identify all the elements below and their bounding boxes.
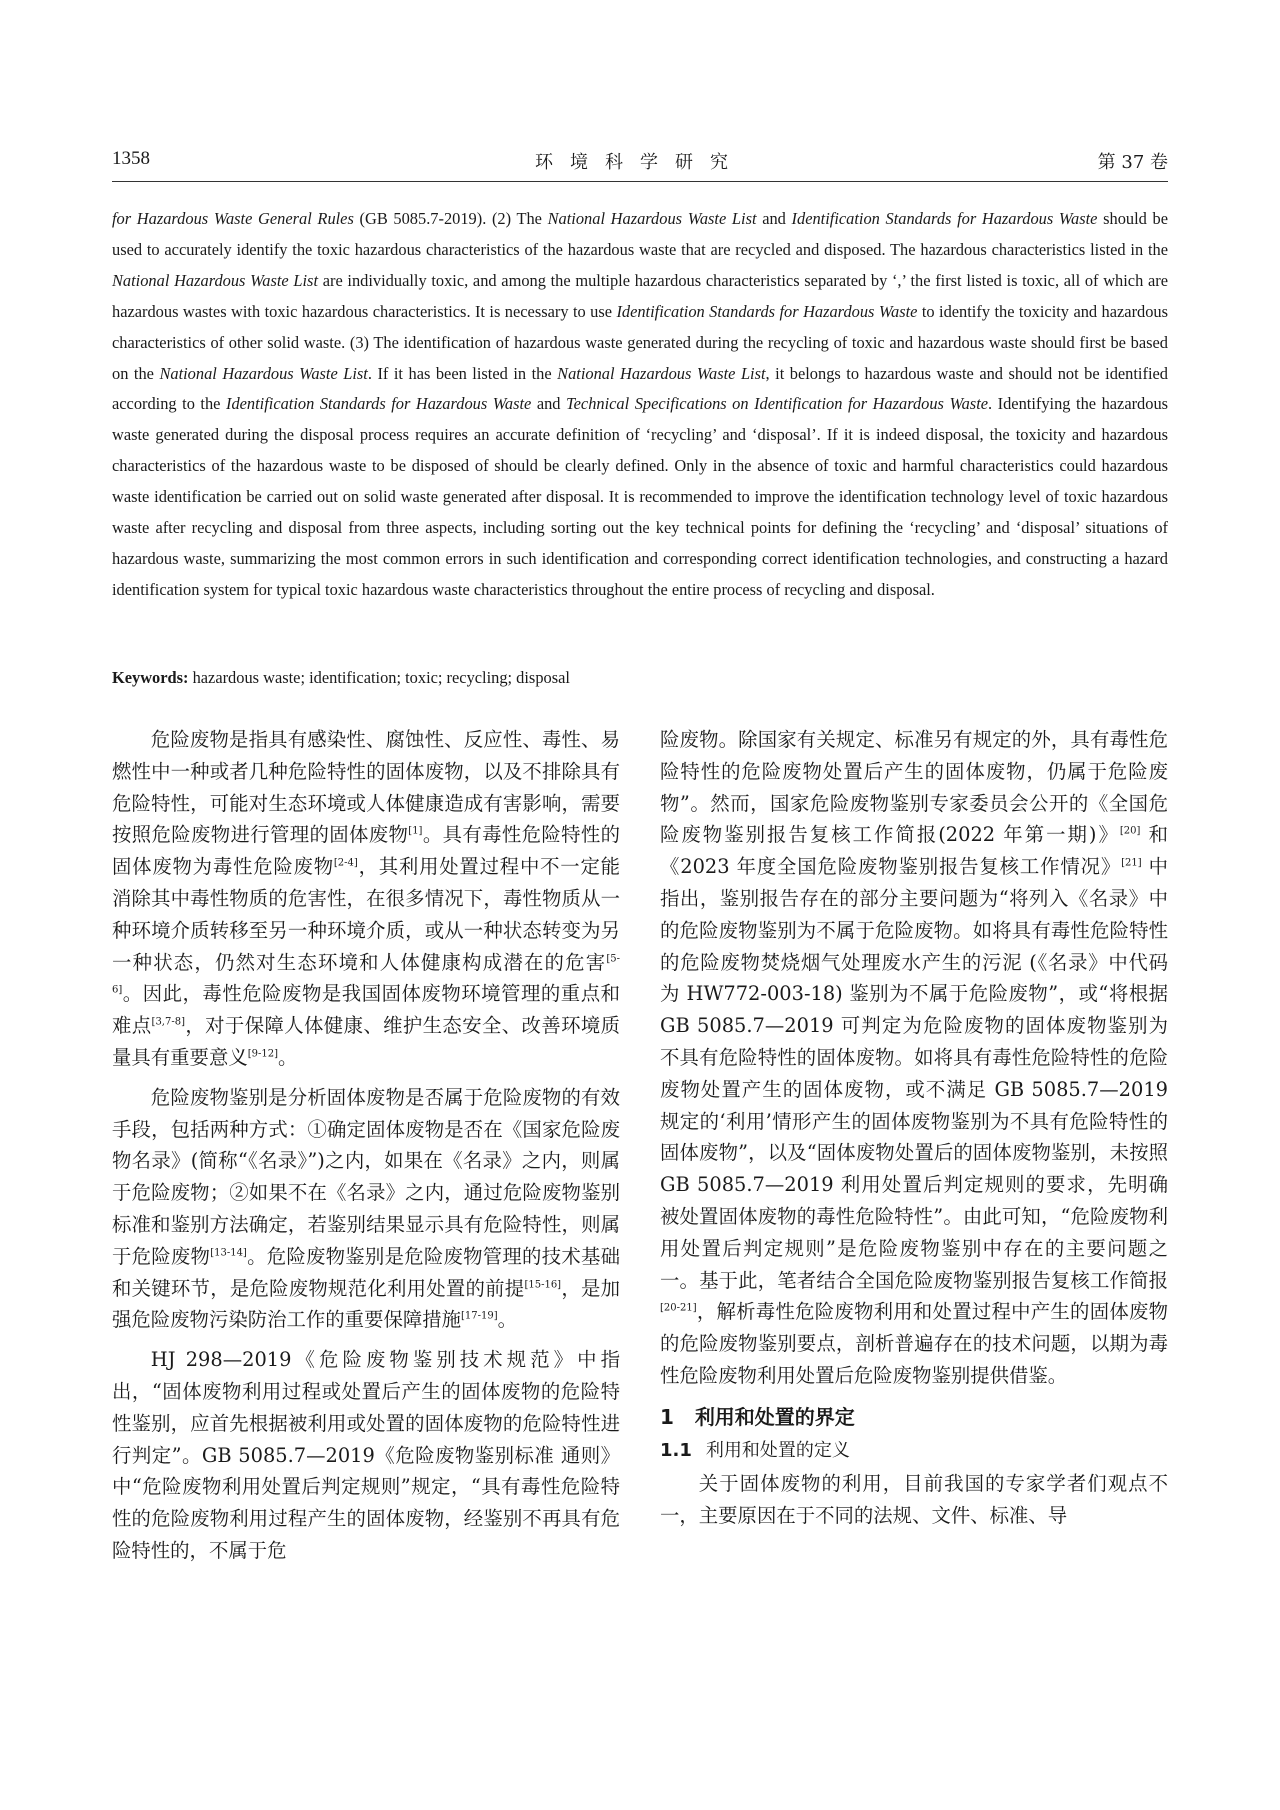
paragraph [112,724,620,1074]
abstract-italic-title: for Hazardous Waste General Rules [112,209,354,228]
abstract-text: , it belongs to hazardous waste and should not be identified according to the [112,363,1168,414]
section-heading [660,1402,1168,1432]
abstract-text: . Identifying the hazardous waste generated during the disposal process requires an accurate definition of ‘recycling’ and ‘disposal’. If it is indeed disposal, the toxicity and hazardous characteristics of the hazardous waste to be disposed of should be clearly defined. Only in the absence of toxic and harmful characteristics could hazardous waste identification be carried out on solid waste generated after disposal. It is recommended to improve the identification technology level of toxic hazardous waste after recycling and disposal from three aspects, including sorting out the key technical points for defining the ‘recycling’ and ‘disposal’ situations of hazardous waste, summarizing the most common errors in such identification and corresponding correct identification technologies, and constructing a hazard identification system for typical toxic hazardous waste characteristics throughout the entire process of recycling and disposal. [112,394,1169,599]
text-run: ，解析毒性危险废物利用和处置过程中产生的固体废物的危险废物鉴别要点，剖析普遍存在的技术问题，以期为毒性危险废物利用处置后危险废物鉴别提供借鉴。 [660,1300,1168,1387]
text-run: ，其利用处置过程中不一定能消除其中毒性物质的危害性，在很多情况下，毒性物质从一种环境介质转移至另一种环境介质，或从一种状态转变为另一种状态，仍然对生态环境和人体健康构成潜在的危害 [112,855,621,974]
paragraph: 关于固体废物的利用，目前我国的专家学者们观点不一，主要原因在于不同的法规、文件、标准、导 [660,1471,1168,1527]
abstract-italic-title: National Hazardous Waste List [112,270,318,290]
citation: [13-14] [210,1247,247,1259]
citation: [15-16] [524,1279,562,1291]
abstract-text: are individually toxic, and among the multiple hazardous characteristics separated by ‘,’ the first listed is toxic, all of which are hazardous wastes with toxic hazardous characteristics. It is necessary to use [112,270,1168,321]
abstract-text: to identify the toxicity and hazardous characteristics of other solid waste. (3) The identification of hazardous waste generated during the recycling of toxic and hazardous waste should first be based on the [112,301,1168,383]
citation: [3,7-8] [151,1016,185,1028]
abstract-italic-title: National Hazardous Waste List [159,363,368,383]
subsection-number: 1.1 [660,1439,692,1461]
text-run: ，是加强危险废物污染防治工作的重要保障措施 [112,1276,621,1332]
journal-title: 环境科学研究 [535,152,745,173]
section-number: 1 [660,1404,674,1429]
text-run: 险废物。除国家有关规定、标准另有规定的外，具有毒性危险特性的危险废物处置后产生的固体废物，仍属于危险废物”。然而，国家危险废物鉴别专家委员会公开的《全国危险废物鉴别报告复核工作简报(2022 年第一期)》 [660,728,1168,847]
keywords-text: hazardous waste; identification; toxic; recycling; disposal [188,668,570,687]
citation: [21] [1121,857,1142,869]
text-run: 。因此，毒性危险废物是我国固体废物环境管理的重点和难点 [112,982,620,1038]
abstract-text: . If it has been listed in the [367,363,558,383]
text-run: 。 [497,1308,518,1332]
volume-label: 第 37 卷 [1097,152,1168,173]
citation: [20] [1119,825,1141,837]
citation: [5-6] [112,953,620,996]
text-run: 中指出，鉴别报告存在的部分主要问题为“将列入《名录》中的危险废物鉴别为不属于危险废物。如将具有毒性危险特性的危险废物焚烧烟气处理废水产生的污泥 (《名录》中代码为 HW772-003-18) 鉴别为不属于危险废物”，或“将根据 GB 5085.7—2019 可判定为危险废物的固体废物鉴别为不具有危险特性的固体废物。如将具有毒性危险特性的危险废物处置产生的固体废物，或不满足 GB 5085.7—2019 规定的‘利用’情形产生的固体废物鉴别为不具有危险特性的固体废物”，以及“固体废物处置后的固体废物鉴别，未按照 GB 5085.7—2019 利用处置后判定规则的要求，先明确被处置固体废物的毒性危险特性”。由此可知，“危险废物利用处置后判定规则”是危险废物鉴别中存在的主要问题之一。基于此，笔者结合全国危险废物鉴别报告复核工作简报 [660,855,1168,1292]
abstract-text: (GB 5085.7-2019). (2) The [353,209,548,228]
abstract-italic-title: National Hazardous Waste List [557,363,766,383]
english-abstract [112,204,1168,606]
section-title: 利用和处置的界定 [694,1404,855,1429]
subsection-heading [660,1436,1168,1466]
body-column-left [112,724,620,1567]
text-run: 危险废物是指具有感染性、腐蚀性、反应性、毒性、易燃性中一种或者几种危险特性的固体废物，以及不排除具有危险特性，可能对生态环境或人体健康造成有害影响，需要按照危险废物进行管理的固体废物 [112,728,620,847]
abstract-italic-title: Identification Standards for Hazardous Waste [225,394,532,414]
text-run: 危险废物鉴别是分析固体废物是否属于危险废物的有效手段，包括两种方式：①确定固体废物是否在《国家危险废物名录》(简称“《名录》”)之内，如果在《名录》之内，则属于危险废物；②如果不在《名录》之内，通过危险废物鉴别标准和鉴别方法确定，若鉴别结果显示具有危险特性，则属于危险废物 [112,1085,620,1268]
citation: [20-21] [660,1302,697,1314]
abstract-text: and [531,394,567,414]
citation: [1] [408,825,423,837]
abstract-italic-title: National Hazardous Waste List [547,209,757,228]
header-rule [112,181,1168,182]
subsection-title: 利用和处置的定义 [705,1439,850,1461]
keywords-label: Keywords: [112,668,189,687]
page-number: 1358 [112,148,150,169]
citation: [2-4] [333,857,358,869]
text-run: ，对于保障人体健康、维护生态安全、改善环境质量具有重要意义 [112,1014,621,1069]
citation: [9-12] [247,1048,279,1060]
text-run: 和《2023 年度全国危险废物鉴别报告复核工作情况》 [660,823,1169,879]
text-run: 。危险废物鉴别是危险废物管理的技术基础和关键环节，是危险废物规范化利用处置的前提 [112,1244,621,1300]
abstract-text: and [756,209,792,228]
abstract-italic-title: Technical Specifications on Identification for Hazardous Waste [566,394,989,414]
abstract-text: should be used to accurately identify the toxic hazardous characteristics of the hazardous waste that are recycled and disposed. The hazardous characteristics listed in the [112,209,1168,259]
abstract-italic-title: Identification Standards for Hazardous Waste [616,301,918,321]
text-run: 。 [278,1045,298,1069]
paragraph: HJ 298—2019《危险废物鉴别技术规范》中指出，“固体废物利用过程或处置后产生的固体废物的危险特性鉴别，应首先根据被利用或处置的固体废物的危险特性进行判定”。GB 5085.7—2019《危险废物鉴别标准 通则》中“危险废物利用处置后判定规则”规定，“具有毒性危险特性的危险废物利用过程产生的固体废物，经鉴别不再具有危险特性的，不属于危 [112,1348,620,1562]
citation: [17-19] [461,1310,498,1322]
paragraph [112,1082,620,1336]
keywords-line [112,668,1168,688]
text-run: 。具有毒性危险特性的固体废物为毒性危险废物 [112,823,620,879]
abstract-italic-title: Identification Standards for Hazardous Waste [791,209,1098,228]
paragraph [660,724,1168,1392]
body-column-right [660,724,1168,1531]
